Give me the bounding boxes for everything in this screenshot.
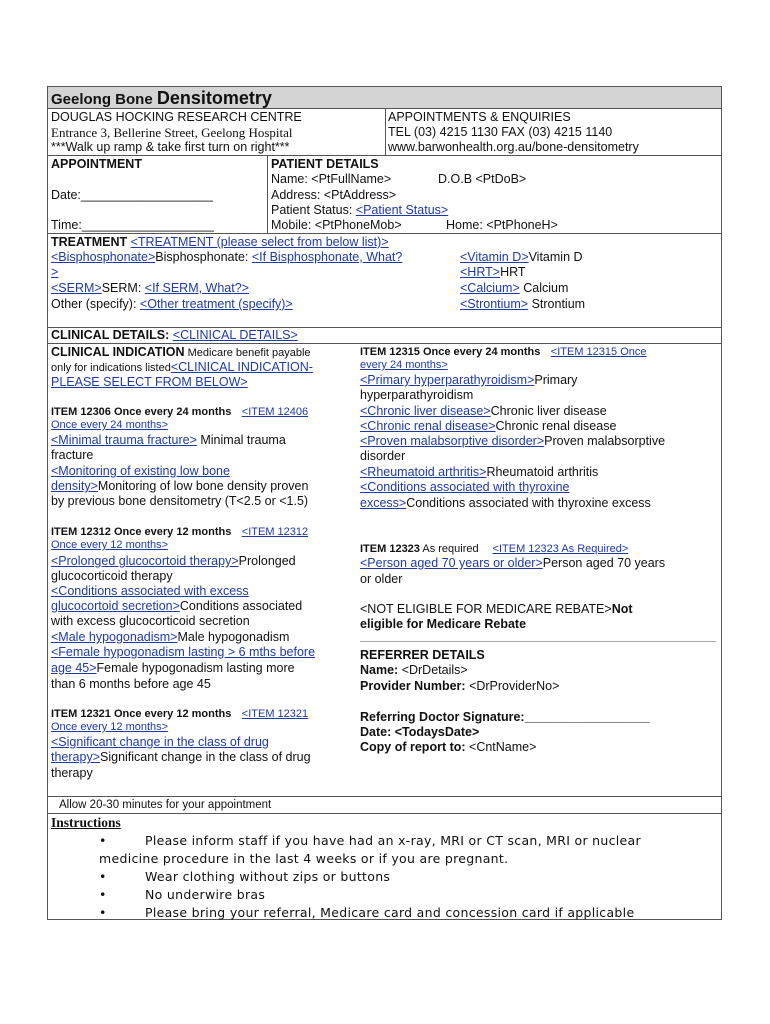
item-12312-option-a: <Prolonged glucocortoid therapy>Prolonged: [51, 554, 296, 568]
malabsorptive-checkbox[interactable]: <Proven malabsorptive disorder>: [360, 434, 545, 448]
bullet: •: [99, 869, 107, 884]
enquiries-phone: TEL (03) 4215 1130 FAX (03) 4215 1140: [388, 125, 613, 139]
thyroxine-checkbox-cont[interactable]: excess>: [360, 496, 407, 510]
item-12312-checkbox[interactable]: <ITEM 12312: [241, 526, 309, 538]
item-12312-option-c: <Male hypogonadism>Male hypogonadism: [51, 630, 290, 644]
item-12312-option-d-cont: than 6 months before age 45: [51, 677, 211, 691]
clinical-details-field[interactable]: <CLINICAL DETAILS>: [172, 328, 298, 342]
not-eligible-line1: <NOT ELIGIBLE FOR MEDICARE REBATE>Not: [360, 602, 633, 616]
enquiries-heading: APPOINTMENTS & ENQUIRIES: [388, 110, 571, 124]
serm-checkbox[interactable]: <SERM>: [51, 281, 102, 295]
instruction-item: medicine procedure in the last 4 weeks or if you are pregnant.: [99, 851, 509, 866]
item-12312-option-b: glucocortoid secretion>Conditions associated: [51, 599, 303, 613]
item-12321-checkbox[interactable]: <ITEM 12321: [241, 708, 309, 720]
bullet: •: [99, 833, 107, 848]
referrer-copy-field[interactable]: <CntName>: [469, 740, 537, 754]
item-12306-checkbox-cont[interactable]: Once every 24 months>: [51, 419, 169, 431]
glucocortoid-secretion-checkbox[interactable]: <Conditions associated with excess: [51, 584, 249, 598]
appointment-time[interactable]: Time:___________________: [51, 218, 214, 232]
male-hypogonadism-checkbox[interactable]: <Male hypogonadism>: [51, 630, 178, 644]
referrer-name: Name: <DrDetails>: [360, 663, 468, 677]
divider: [47, 233, 722, 234]
divider: [360, 641, 716, 642]
monitoring-checkbox-cont[interactable]: density>: [51, 479, 98, 493]
item-12306-option-a-cont: fracture: [51, 448, 94, 462]
item-12315-checkbox-cont[interactable]: every 24 months>: [360, 359, 448, 371]
glucocortoid-secretion-checkbox-cont[interactable]: glucocortoid secretion>: [51, 599, 180, 613]
treatment-bisphosphonate: <Bisphosphonate>Bisphosphonate: <If Bisphosphonate, What?: [51, 250, 403, 264]
clinical-indication-line2: only for indications listed<CLINICAL INDICATION-: [51, 360, 313, 374]
item-12321-option-a: therapy>Significant change in the class of drug: [51, 750, 311, 764]
item-12315-option-b: <Chronic liver disease>Chronic liver disease: [360, 404, 607, 418]
referrer-heading: REFERRER DETAILS: [360, 648, 485, 662]
patient-status-field[interactable]: <Patient Status>: [355, 203, 449, 217]
item-12306-option-b-cont: by previous bone densitometry (T<2.5 or <1.5): [51, 494, 309, 508]
item-12315-heading: ITEM 12315 Once every 24 months <ITEM 12315 Once: [360, 346, 647, 358]
item-12323-checkbox[interactable]: <ITEM 12323 As Required>: [492, 543, 629, 555]
item-12321-checkbox-cont[interactable]: Once every 12 months>: [51, 721, 169, 733]
appointment-date[interactable]: Date:___________________: [51, 188, 213, 202]
patient-address: Address: <PtAddress>: [271, 188, 397, 202]
item-12306-heading: ITEM 12306 Once every 24 months <ITEM 12406: [51, 406, 309, 418]
bisphosphonate-what-field[interactable]: <If Bisphosphonate, What?: [251, 250, 403, 264]
calcium-checkbox[interactable]: <Calcium>: [460, 281, 520, 295]
item-12312-option-a-cont: glucocorticoid therapy: [51, 569, 173, 583]
clinical-indication-field-cont[interactable]: PLEASE SELECT FROM BELOW>: [51, 375, 248, 389]
patient-status: Patient Status: <Patient Status>: [271, 203, 449, 217]
not-eligible-checkbox[interactable]: <NOT ELIGIBLE FOR MEDICARE REBATE>: [360, 602, 612, 616]
treatment-calcium: <Calcium> Calcium: [460, 281, 569, 295]
instruction-item: Please inform staff if you have had an x-ray, MRI or CT scan, MRI or nuclear: [145, 833, 641, 848]
item-12323-option-a: <Person aged 70 years or older>Person aged 70 years: [360, 556, 666, 570]
hrt-checkbox[interactable]: <HRT>: [460, 265, 501, 279]
allow-note: Allow 20-30 minutes for your appointment: [59, 799, 272, 811]
strontium-checkbox[interactable]: <Strontium>: [460, 297, 529, 311]
female-hypogonadism-checkbox-cont[interactable]: age 45>: [51, 661, 97, 675]
rheumatoid-checkbox[interactable]: <Rheumatoid arthritis>: [360, 465, 487, 479]
referrer-provider: Provider Number: <DrProviderNo>: [360, 679, 560, 693]
bisphosphonate-close[interactable]: >: [51, 265, 59, 279]
enquiries-website[interactable]: www.barwonhealth.org.au/bone-densitometry: [388, 140, 639, 154]
appointment-heading: APPOINTMENT: [51, 157, 142, 171]
treatment-other: Other (specify): <Other treatment (specify)>: [51, 297, 293, 311]
patient-mobile: Mobile: <PtPhoneMob>: [271, 218, 402, 232]
patient-home-phone: Home: <PtPhoneH>: [446, 218, 558, 232]
item-12315-option-a: <Primary hyperparathyroidism>Primary: [360, 373, 578, 387]
referrer-name-field[interactable]: <DrDetails>: [401, 663, 468, 677]
instruction-item: Wear clothing without zips or buttons: [145, 869, 391, 884]
aged-70-checkbox[interactable]: <Person aged 70 years or older>: [360, 556, 543, 570]
bullet: •: [99, 887, 107, 902]
bisphosphonate-checkbox[interactable]: <Bisphosphonate>: [51, 250, 156, 264]
minimal-trauma-checkbox[interactable]: <Minimal trauma fracture>: [51, 433, 197, 447]
treatment-hrt: <HRT>HRT: [460, 265, 526, 279]
referrer-date: Date: <TodaysDate>: [360, 725, 480, 739]
renal-disease-checkbox[interactable]: <Chronic renal disease>: [360, 419, 496, 433]
bullet: •: [99, 905, 107, 920]
treatment-field[interactable]: <TREATMENT (please select from below list)>: [130, 235, 389, 249]
clinical-heading: CLINICAL DETAILS: <CLINICAL DETAILS>: [51, 328, 298, 342]
liver-disease-checkbox[interactable]: <Chronic liver disease>: [360, 404, 491, 418]
drug-therapy-checkbox-cont[interactable]: therapy>: [51, 750, 100, 764]
treatment-serm: <SERM>SERM: <If SERM, What?>: [51, 281, 249, 295]
clinical-indication-line1: CLINICAL INDICATION Medicare benefit payable: [51, 345, 311, 359]
treatment-heading: TREATMENT <TREATMENT (please select from below list)>: [51, 235, 389, 249]
item-12312-checkbox-cont[interactable]: Once every 12 months>: [51, 539, 169, 551]
thyroxine-checkbox[interactable]: <Conditions associated with thyroxine: [360, 480, 570, 494]
instructions-heading: Instructions: [51, 815, 121, 830]
not-eligible-line2: eligible for Medicare Rebate: [360, 617, 527, 631]
drug-therapy-checkbox[interactable]: <Significant change in the class of drug: [51, 735, 269, 749]
item-12315-option-f: excess>Conditions associated with thyroxine excess: [360, 496, 651, 510]
monitoring-checkbox[interactable]: <Monitoring of existing low bone: [51, 464, 230, 478]
glucocorticoid-checkbox[interactable]: <Prolonged glucocortoid therapy>: [51, 554, 239, 568]
treatment-strontium: <Strontium> Strontium: [460, 297, 586, 311]
item-12312-option-b-cont: with excess glucocorticoid secretion: [51, 614, 250, 628]
referrer-signature[interactable]: Referring Doctor Signature:__________________: [360, 710, 650, 724]
divider: [385, 108, 386, 155]
divider: [47, 155, 722, 156]
instruction-item: No underwire bras: [145, 887, 266, 902]
divider: [47, 813, 722, 814]
centre-address: Entrance 3, Bellerine Street, Geelong Hospital: [51, 125, 293, 140]
referrer-date-field[interactable]: <TodaysDate>: [394, 725, 480, 739]
item-12315-option-c: <Chronic renal disease>Chronic renal disease: [360, 419, 617, 433]
centre-name: DOUGLAS HOCKING RESEARCH CENTRE: [51, 110, 302, 124]
treatment-vitamin-d: <Vitamin D>Vitamin D: [460, 250, 583, 264]
patient-name: Name: <PtFullName>: [271, 172, 392, 186]
clinical-indication-field[interactable]: <CLINICAL INDICATION-: [170, 360, 313, 374]
instruction-item: Please bring your referral, Medicare card and concession card if applicable: [145, 905, 635, 920]
patient-heading: PATIENT DETAILS: [271, 157, 379, 171]
item-12306-checkbox[interactable]: <ITEM 12406: [241, 406, 309, 418]
item-12306-option-a: <Minimal trauma fracture> Minimal trauma: [51, 433, 286, 447]
divider: [47, 796, 722, 797]
item-12323-option-a-cont: or older: [360, 572, 403, 586]
other-treatment-field[interactable]: <Other treatment (specify)>: [139, 297, 293, 311]
patient-dob: D.O.B <PtDoB>: [438, 172, 527, 186]
item-12315-option-d-cont: disorder: [360, 449, 406, 463]
item-12315-option-e: <Rheumatoid arthritis>Rheumatoid arthritis: [360, 465, 599, 479]
female-hypogonadism-checkbox[interactable]: <Female hypogonadism lasting > 6 mths before: [51, 645, 316, 659]
item-12323-heading: ITEM 12323 As required <ITEM 12323 As Required>: [360, 543, 629, 555]
item-12315-option-a-cont: hyperparathyroidism: [360, 388, 474, 402]
referrer-provider-field[interactable]: <DrProviderNo>: [469, 679, 560, 693]
page-title: Geelong Bone Densitometry: [51, 88, 272, 108]
item-12315-option-d: <Proven malabsorptive disorder>Proven malabsorptive: [360, 434, 666, 448]
serm-what-field[interactable]: <If SERM, What?>: [144, 281, 249, 295]
item-12312-option-d: age 45>Female hypogonadism lasting more: [51, 661, 295, 675]
item-12315-checkbox[interactable]: <ITEM 12315 Once: [550, 346, 647, 358]
divider: [267, 155, 268, 233]
item-12321-heading: ITEM 12321 Once every 12 months <ITEM 12321: [51, 708, 309, 720]
vitamin-d-checkbox[interactable]: <Vitamin D>: [460, 250, 529, 264]
item-12321-option-a-cont: therapy: [51, 766, 93, 780]
hyperparathyroidism-checkbox[interactable]: <Primary hyperparathyroidism>: [360, 373, 535, 387]
referrer-copy: Copy of report to: <CntName>: [360, 740, 537, 754]
centre-directions: ***Walk up ramp & take first turn on right***: [51, 140, 290, 154]
item-12306-option-b: density>Monitoring of low bone density proven: [51, 479, 309, 493]
item-12312-heading: ITEM 12312 Once every 12 months <ITEM 12312: [51, 526, 309, 538]
